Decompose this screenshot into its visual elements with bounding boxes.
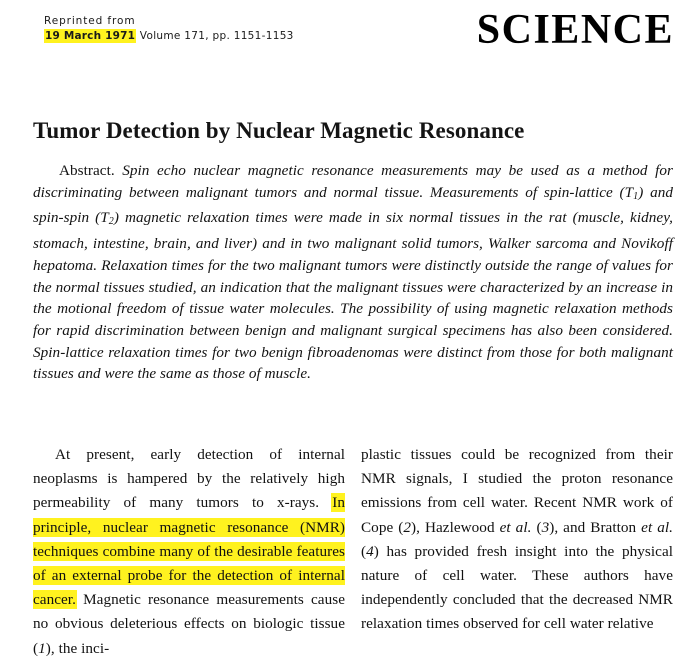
right-text-segment-3: ( (531, 518, 542, 536)
reference-marker-3: 3 (541, 518, 550, 536)
abstract-label: Abstract. (59, 162, 115, 179)
paragraph-nmr-introduction (33, 443, 345, 661)
text-tail: ), the inci- (45, 639, 110, 657)
body-column-right (361, 443, 673, 637)
right-text-segment-6: ) has provided fresh insight into the physical nature of cell water. These authors have independently concluded that the decreased NMR relaxation times observed for cell water relative (361, 542, 673, 633)
highlighted-passage: In principle, nuclear magnetic resonance (NMR) techniques combine many of the desirable features of an external probe for the detection of internal cancer. (33, 494, 345, 609)
et-al-hazlewood: et al. (499, 518, 532, 536)
et-al-bratton: et al. (641, 518, 673, 536)
journal-masthead-title: SCIENCE (476, 7, 674, 53)
subscript-t1: 1 (633, 190, 639, 202)
abstract-text-part-1: Spin echo nuclear magnetic resonance measurements may be used as a method for discriminating between malignant tumors and normal tissue. Measurements of spin-lattice (T (33, 162, 673, 201)
masthead (0, 0, 700, 60)
paragraph-prior-nmr-work (361, 443, 673, 637)
reference-marker-2: 2 (403, 518, 412, 536)
abstract-paragraph (33, 160, 673, 385)
right-text-segment-5: ( (361, 542, 367, 560)
text-before-highlight: At present, early detection of internal neoplasms is hampered by the relatively high permeability of many tumors to x-rays. (33, 446, 345, 512)
abstract-text-part-3: ) magnetic relaxation times were made in six normal tissues in the rat (muscle, kidney, stomach, intestine, brain, and liver) and in two malignant solid tumors, Walker sarcoma and Novikoff hepatoma. Relaxation times for the two malignant tumors were distinctly outside the range of values for the normal tissues studied, an indication that the malignant tissues were characterized by an increase in the motional freedom of tissue water molecules. The possibility of using magnetic relaxation methods for rapid discrimination between benign and malignant surgical specimens has also been considered. Spin-lattice relaxation times for two benign fibroadenomas were distinct from those for both malignant tissues and were the same as those of muscle. (33, 209, 673, 383)
right-text-segment-4: ), and Bratton (549, 518, 642, 536)
article-title: Tumor Detection by Nuclear Magnetic Resonance (33, 118, 525, 144)
body-columns (33, 443, 673, 658)
subscript-t2: 2 (108, 216, 114, 228)
abstract-text-part-2: ) and spin-spin (T (33, 183, 674, 227)
highlighted-date: 19 March 1971 (45, 30, 136, 42)
citation-volume-pages: Volume 171, pp. 1151-1153 (136, 30, 294, 42)
reprinted-from-label: Reprinted from (44, 15, 136, 27)
body-column-left (33, 443, 345, 661)
right-text-segment-2: ), Hazlewood (411, 518, 500, 536)
text-after-highlight: Magnetic resonance measurements cause no obvious deleterious effects on biologic tissue ( (33, 591, 345, 657)
reprint-citation (44, 14, 294, 43)
reference-marker-4: 4 (366, 542, 374, 560)
reference-marker-1: 1 (38, 639, 46, 657)
citation-line (44, 29, 294, 43)
right-text-segment-1: plastic tissues could be recognized from their NMR signals, I studied the proton resonance emissions from cell water. Recent NMR work of Cope ( (361, 446, 673, 536)
